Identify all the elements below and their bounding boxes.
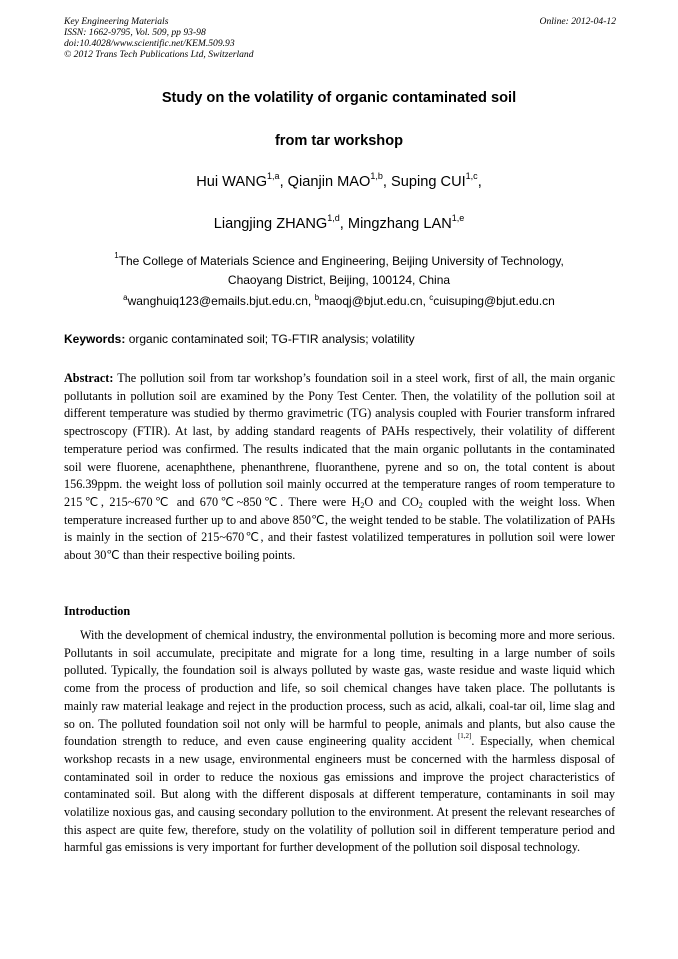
abstract-text-2: O and CO [364,494,419,509]
introduction-paragraph [64,627,615,857]
author-line-1 [64,171,614,190]
author-sup: 1,a [267,171,280,181]
email-sup: b [314,293,320,302]
paper-title-line-1: Study on the volatility of organic contaminated soil [161,90,517,106]
author-sup: 1,d [327,213,340,223]
introduction-heading: Introduction [64,604,131,618]
citation-ref: [1,2] [457,732,472,741]
affiliation [64,252,614,290]
keywords-label: Keywords: [64,332,126,346]
subscript: 2 [418,500,423,510]
email-b: maoqj@bjut.edu.cn [319,294,423,308]
affiliation-line-2: Chaoyang District, Beijing, 100124, China [227,273,451,287]
intro-text-2: . Especially, when chemical workshop recasts in a new usage, environmental engineers must be concerned with the harmless disposal of contaminated soil in order to reduce the noxious gas emissions and improve the project characteristics of contaminated soil. But along with the different disposals at different temperature, contaminants in soil may volatilize noxious gas, and causing secondary pollution to the environment. At present the relevant researches of this aspect are quite few, therefore, study on the volatility of pollution soil in different temperature period and harmful gas emissions is very important for further development of the pollution soil disposal technology. [64,734,615,855]
subscript: 2 [360,500,365,510]
paper-title-line-2: from tar workshop [274,133,404,149]
email-sup: a [123,293,128,302]
separator: , [307,294,315,308]
journal-name: Key Engineering Materials [64,16,169,27]
email-a: wanghuiq123@emails.bjut.edu.cn [127,294,308,308]
author-sup: 1,e [451,213,465,223]
affiliation-sup: 1 [114,251,119,260]
online-date: Online: 2012-04-12 [539,16,616,27]
abstract-text-3: coupled with the weight loss. When temperature increased further up to and above 850℃, the weight tended to be stable. The volatilization of PAHs is mainly in the section of 215~670℃, and their fastest volatilized temperatures in pollution soil were lower about 30℃ than their respective boiling points. [64,494,615,563]
abstract [64,370,615,565]
email-line [64,294,614,308]
author-name: Mingzhang LAN [347,216,452,232]
email-sup: c [429,293,434,302]
author-name: Qianjin MAO [287,174,371,190]
keywords [64,332,616,346]
author-sup: 1,b [370,171,383,181]
separator: , [422,294,430,308]
separator: , [339,216,348,232]
separator: , [382,174,392,190]
author-name: Liangjing ZHANG [213,216,328,232]
email-c: cuisuping@bjut.edu.cn [433,294,555,308]
abstract-label: Abstract: [64,371,114,385]
keywords-text: organic contaminated soil; TG-FTIR analysis; volatility [125,332,415,346]
affiliation-line-1 [64,252,614,271]
author-sup: 1,c [465,171,478,181]
author-name: Suping CUI [391,174,466,190]
separator: , [477,174,482,190]
author-line-2 [64,213,614,232]
affiliation-text: The College of Materials Science and Engineering, Beijing University of Technology, [118,254,564,268]
intro-text-1: With the development of chemical industry, the environmental pollution is becoming more and more serious. Pollutants in soil accumulate, precipitate and migrate for a long time, resulting in a large number of soils polluted. Typically, the foundation soil is always polluted by waste gas, waste residue and waste liquid which come from the process of production and life, so soil chemical changes have taken place. The pollutants is mainly raw material leakage and reject in the production process, such as acid, alkali, coal-tar oil, lime slag and so on. The polluted foundation soil not only will be harmful to people, animals and plants, but also cause the foundation strength to reduce, and even cause engineering quality accident [64,628,615,749]
separator: , [279,174,288,190]
journal-header [64,16,616,60]
abstract-text-1: The pollution soil from tar workshop’s foundation soil in a steel work, first of all, the main organic pollutants in pollution soil are examined by the Pony Test Center. Then, the volatility of the pollution soil at different temperature was studied by thermo gravimetric (TG) analysis coupled with Fourier transform infrared spectroscopy (FTIR). At last, by adding standard reagents of PAHs respectively, their volatility of different temperature period was confirmed. The results indicated that the main organic pollutants in the contaminated soil were fluorene, acenaphthene, phenanthrene, fluoranthene, pyrene and so on, the total content is about 156.39ppm. the weight loss of pollution soil mainly occurred at the temperature ranges of room temperature to 215℃, 215~670℃ and 670℃~850℃. There were H [64,371,615,509]
copyright-line: © 2012 Trans Tech Publications Ltd, Switzerland [64,49,254,60]
doi-line: doi:10.4028/www.scientific.net/KEM.509.93 [64,38,235,49]
author-name: Hui WANG [196,174,268,190]
issn-line: ISSN: 1662-9795, Vol. 509, pp 93-98 [64,27,206,38]
